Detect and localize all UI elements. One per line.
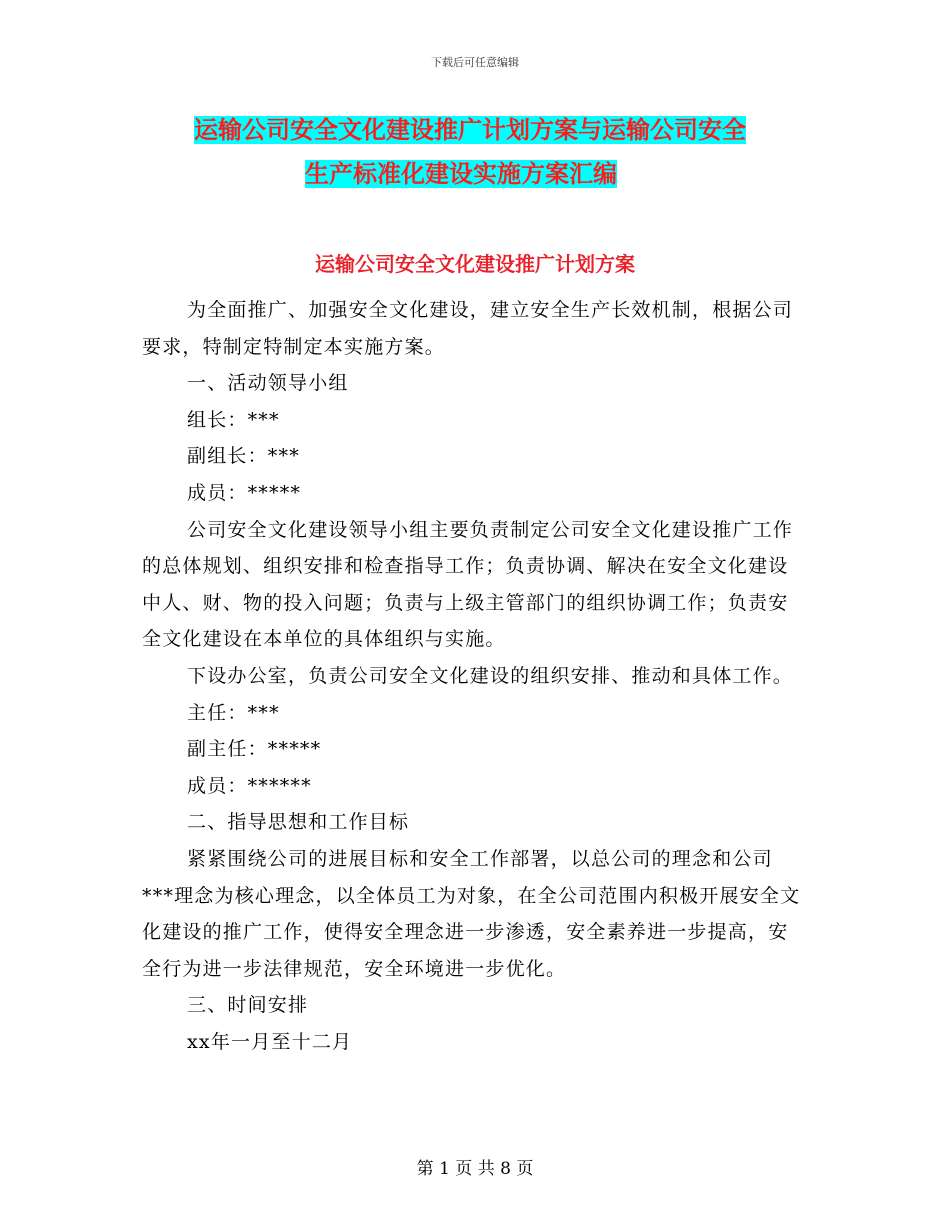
heading-schedule: 三、时间安排 — [187, 994, 309, 1017]
main-title-line-1-text: 运输公司安全文化建设推广计划方案与运输公司安全 — [194, 116, 746, 144]
deputy-leader-line: 副组长：*** — [187, 445, 300, 468]
page-footer: 第 1 页 共 8 页 — [416, 1159, 534, 1179]
document-main-title — [142, 108, 802, 196]
heading-guiding-ideology: 二、指导思想和工作目标 — [187, 811, 410, 834]
header-note: 下载后可任意编辑 — [431, 56, 519, 69]
paragraph-intro: 为全面推广、加强安全文化建设，建立安全生产长效机制，根据公司要求，特制定特制定本实施方案。 — [142, 299, 794, 358]
document-body — [142, 292, 802, 1060]
deputy-director-line: 副主任：***** — [187, 738, 322, 761]
office-members-line: 成员：****** — [187, 774, 312, 797]
schedule-line: xx年一月至十二月 — [187, 1030, 353, 1053]
main-title-line-2-text: 生产标准化建设实施方案汇编 — [305, 160, 617, 188]
paragraph-group-duties: 公司安全文化建设领导小组主要负责制定公司安全文化建设推广工作的总体规划、组织安排和检查指导工作；负责协调、解决在安全文化建设中人、财、物的投入问题；负责与上级主管部门的组织协调工作；负责安全文化建设在本单位的具体组织与实施。 — [142, 518, 794, 651]
members-line: 成员：***** — [187, 481, 302, 504]
main-title-line-1 — [142, 108, 802, 152]
section-title: 运输公司安全文化建设推广计划方案 — [315, 252, 635, 276]
leader-line: 组长：*** — [187, 408, 280, 431]
director-line: 主任：*** — [187, 701, 280, 724]
paragraph-goals: 紧紧围绕公司的进展目标和安全工作部署，以总公司的理念和公司***理念为核心理念，以全体员工为对象，在全公司范围内积极开展安全文化建设的推广工作，使得安全理念进一步渗透，安全素养进一步提高，安全行为进一步法律规范，安全环境进一步优化。 — [142, 847, 801, 980]
heading-leadership-group: 一、活动领导小组 — [187, 372, 349, 395]
main-title-line-2 — [142, 152, 802, 196]
paragraph-office: 下设办公室，负责公司安全文化建设的组织安排、推动和具体工作。 — [187, 664, 794, 687]
